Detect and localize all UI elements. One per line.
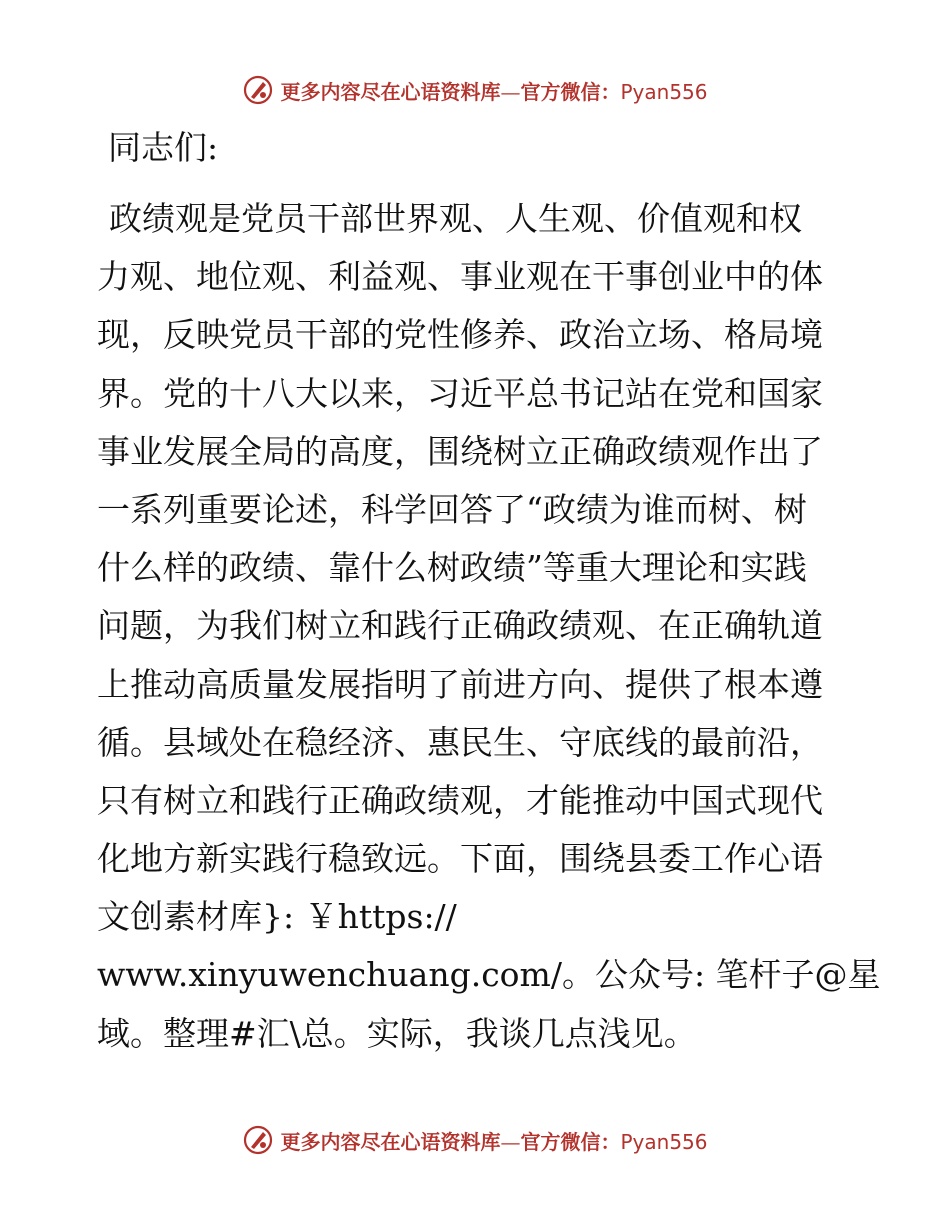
paragraph-line: 事业发展全局的高度，围绕树立正确政绩观作出了 — [97, 431, 823, 471]
header-watermark-banner — [0, 70, 950, 110]
paragraph-line: 域。整理#汇\总。实际，我谈几点浅见。 — [97, 1013, 697, 1053]
paragraph-line: 循。县域处在稳经济、惠民生、守底线的最前沿， — [97, 722, 823, 762]
salutation: 同志们: — [108, 128, 219, 167]
paragraph-line: 只有树立和践行正确政绩观，才能推动中国式现代 — [97, 780, 823, 820]
footer-watermark-banner — [0, 1120, 950, 1160]
paragraph-line: 界。党的十八大以来，习近平总书记站在党和国家 — [97, 373, 823, 413]
banner-official-label: 官方微信： — [520, 79, 621, 104]
pen-logo-icon — [242, 1124, 274, 1156]
paragraph-line: 上推动高质量发展指明了前进方向、提供了根本遵 — [97, 664, 823, 704]
paragraph-line-url: www.xinyuwenchuang.com/。公众号: 笔杆子@星 — [97, 955, 881, 995]
paragraph-line: 政绩观是党员干部世界观、人生观、价值观和权 — [109, 199, 802, 238]
banner-dash: — — [500, 79, 521, 104]
banner-main-text: 更多内容尽在心语资料库 — [280, 1129, 501, 1154]
banner-account: Pyan556 — [620, 79, 708, 104]
paragraph-line: 什么样的政绩、靠什么树政绩”等重大理论和实践 — [97, 548, 807, 588]
body-paragraph — [97, 190, 881, 1063]
banner-account: Pyan556 — [620, 1129, 708, 1154]
banner-main-text: 更多内容尽在心语资料库 — [280, 79, 501, 104]
paragraph-line: 文创素材库}: ￥https:// — [97, 897, 457, 937]
pen-logo-icon — [242, 74, 274, 106]
paragraph-line: 一系列重要论述，科学回答了“政绩为谁而树、树 — [97, 489, 807, 529]
banner-official-label: 官方微信： — [520, 1129, 621, 1154]
paragraph-line: 化地方新实践行稳致远。下面，围绕县委工作心语 — [97, 839, 823, 879]
paragraph-line: 力观、地位观、利益观、事业观在干事创业中的体 — [97, 257, 823, 297]
banner-dash: — — [500, 1129, 521, 1154]
paragraph-line: 现，反映党员干部的党性修养、政治立场、格局境 — [97, 315, 823, 355]
paragraph-line: 问题，为我们树立和践行正确政绩观、在正确轨道 — [97, 606, 823, 646]
